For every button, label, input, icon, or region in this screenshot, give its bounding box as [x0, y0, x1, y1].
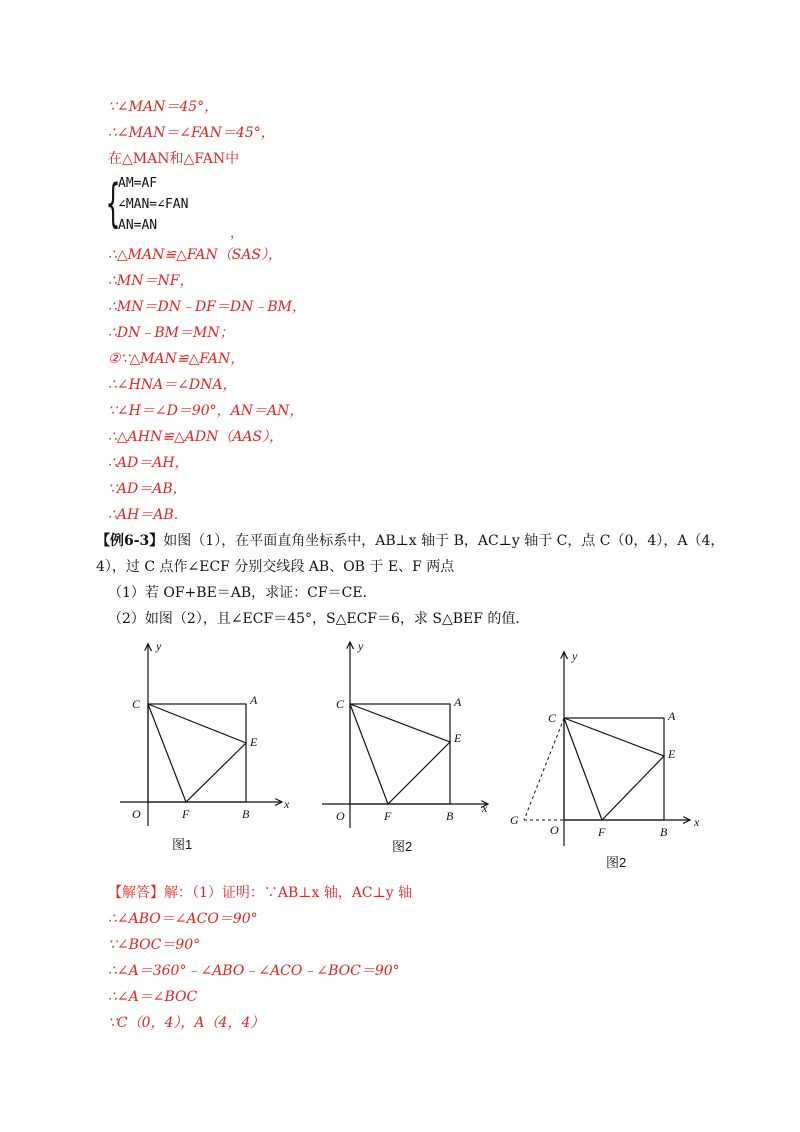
proof-line: ∴∠MAN＝∠FAN＝45°，	[108, 125, 275, 141]
proof-line: ∵∠H＝∠D＝90°，AN＝AN，	[108, 403, 304, 419]
figure-caption: 图1	[172, 837, 193, 852]
system-row: ∠MAN=∠FAN	[118, 197, 189, 212]
point-label-b: B	[446, 809, 454, 823]
axis-label-y: y	[572, 649, 578, 663]
point-label-o: O	[336, 809, 345, 823]
answer-line: ∵C（0，4），A（4，4）	[108, 1015, 265, 1031]
example-label: 【例6-3】	[96, 533, 164, 549]
point-label-o: O	[550, 823, 559, 837]
proof-line: ∴AD＝AH，	[108, 455, 189, 471]
proof-line: ∴MN＝NF，	[108, 273, 194, 289]
axis-label-x: x	[482, 801, 488, 815]
question-2: （2）如图（2），且∠ECF＝45°，S△ECF＝6，求 S△BEF 的值．	[108, 611, 530, 627]
point-label-f: F	[384, 809, 392, 823]
proof-line: ∴△MAN≌△FAN（SAS），	[108, 247, 283, 263]
proof-line: ∵∠MAN＝45°，	[108, 99, 219, 115]
proof-line: ∴∠HNA＝∠DNA，	[108, 377, 237, 393]
point-label-a: A	[250, 693, 258, 707]
proof-line: ∴AH＝AB．	[108, 507, 188, 523]
example-line2: 4），过 C 点作∠ECF 分别交线段 AB、OB 于 E、F 两点	[96, 559, 455, 575]
system-comma: ，	[230, 226, 244, 241]
point-label-e: E	[250, 735, 258, 749]
proof-line: ∵AD＝AB，	[108, 481, 187, 497]
proof-line: 在△MAN和△FAN中	[108, 151, 240, 167]
equation-system: { AM=AF ∠MAN=∠FAN AN=AN ，	[106, 174, 244, 241]
system-row: AN=AN	[118, 218, 158, 233]
point-label-c: C	[548, 711, 557, 725]
figure-3	[500, 648, 710, 852]
answer-line: ∴∠A＝360°﹣∠ABO﹣∠ACO﹣∠BOC＝90°	[108, 963, 400, 979]
example-line1	[96, 532, 724, 550]
figure-caption: 图2	[392, 839, 413, 854]
proof-line: ∴DN﹣BM＝MN；	[108, 325, 234, 341]
point-label-c: C	[336, 697, 345, 711]
proof-line: ∴△AHN≌△ADN（AAS），	[108, 429, 284, 445]
axis-label-x: x	[284, 797, 290, 811]
point-label-a: A	[454, 695, 462, 709]
axis-label-y: y	[156, 639, 162, 653]
figure-1	[112, 636, 302, 836]
point-label-b: B	[660, 825, 668, 839]
point-label-e: E	[454, 731, 462, 745]
example-text: 如图（1），在平面直角坐标系中，AB⊥x 轴于 B，AC⊥y 轴于 C，点 C（0，4），A（4，	[163, 533, 725, 549]
axis-label-y: y	[358, 639, 364, 653]
figure-2	[312, 636, 502, 836]
answer-head: 【解答】解：（1）证明：∵AB⊥x 轴，AC⊥y 轴	[108, 885, 413, 901]
question-1: （1）若 OF+BE＝AB，求证：CF＝CE．	[108, 585, 377, 601]
point-label-o: O	[132, 807, 141, 821]
point-label-b: B	[242, 807, 250, 821]
point-label-a: A	[668, 709, 676, 723]
point-label-g: G	[510, 813, 519, 827]
figure-caption: 图2	[606, 855, 627, 870]
answer-line: ∴∠A＝∠BOC	[108, 989, 198, 1005]
point-label-f: F	[182, 807, 190, 821]
axis-label-x: x	[694, 815, 700, 829]
point-label-f: F	[598, 825, 606, 839]
system-row: AM=AF	[118, 176, 158, 191]
point-label-e: E	[668, 747, 676, 761]
point-label-c: C	[132, 697, 141, 711]
answer-line: ∴∠ABO＝∠ACO＝90°	[108, 911, 258, 927]
proof-line: ②∵△MAN≌△FAN，	[108, 351, 245, 367]
proof-line: ∴MN＝DN﹣DF＝DN﹣BM，	[108, 299, 307, 315]
answer-line: ∵∠BOC＝90°	[108, 937, 201, 953]
